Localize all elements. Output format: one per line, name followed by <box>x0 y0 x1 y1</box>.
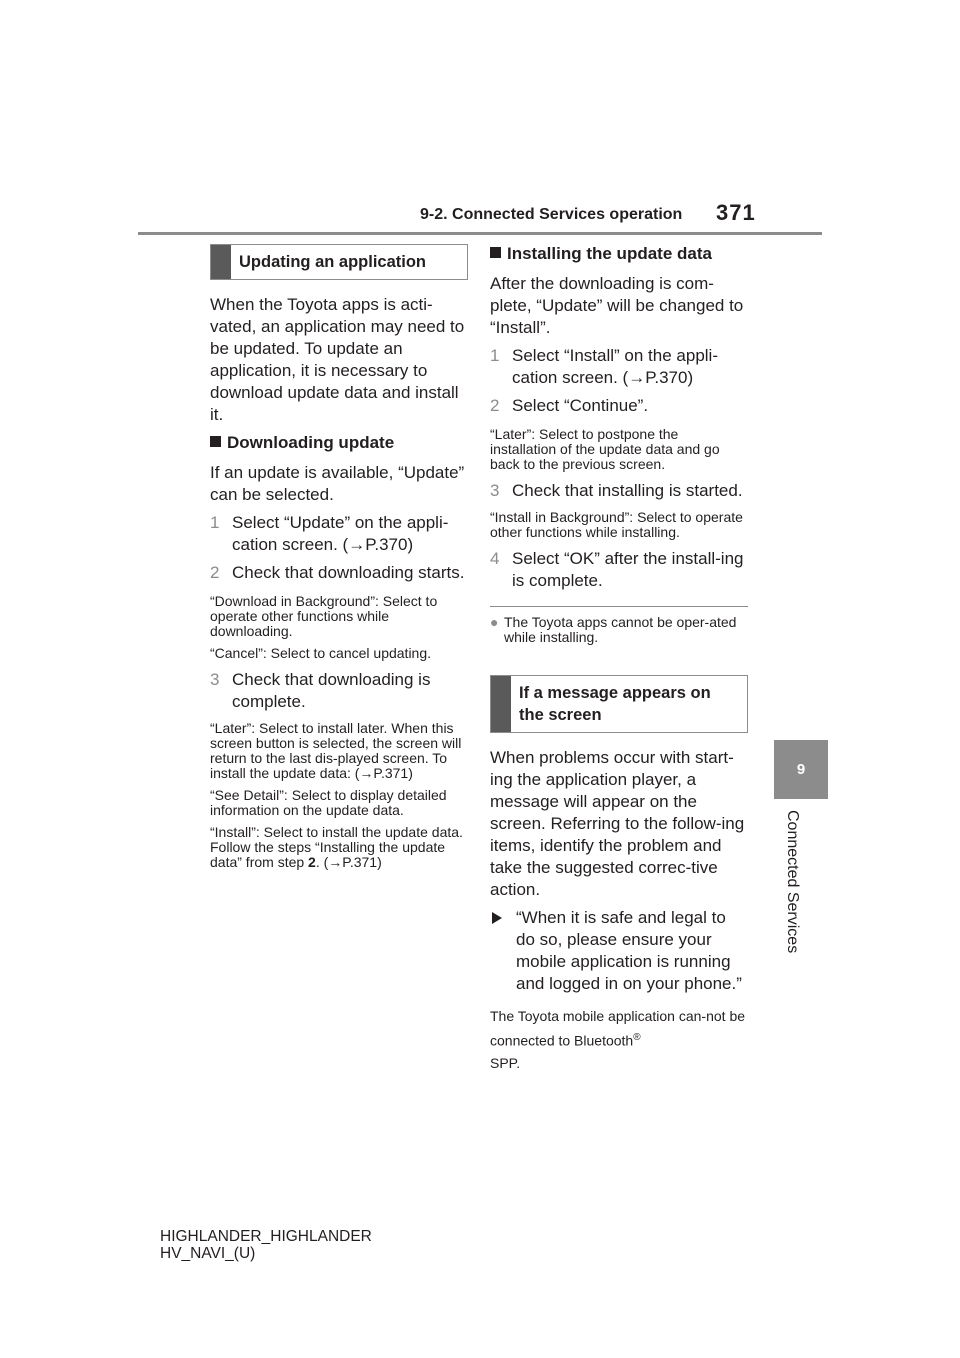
step-3 <box>210 669 468 713</box>
note-cancel: “Cancel”: Select to cancel updating. <box>210 645 432 661</box>
note-install-text: “Install”: Select to install the update data. Follow the steps “Installing the update data” from step <box>210 824 463 870</box>
step-text: Check that downloading is complete. <box>232 670 431 711</box>
chapter-label: Connected Services <box>784 810 801 954</box>
message-item <box>490 907 748 995</box>
circle-bullet-icon: ● <box>490 614 499 630</box>
section-title: 9-2. Connected Services operation <box>420 206 683 223</box>
heading-bar <box>491 676 511 732</box>
step-text: Select “Update” on the appli-cation screen. (→P.370) <box>232 513 449 554</box>
step-number: 4 <box>490 549 500 568</box>
note-download-background: “Download in Background”: Select to operate other functions while downloading. <box>210 593 438 639</box>
step-1 <box>210 512 468 556</box>
install-intro: After the downloading is com-plete, “Update” will be changed to “Install”. <box>490 274 744 337</box>
step-number: 1 <box>490 346 500 365</box>
triangle-bullet-icon <box>490 907 516 995</box>
step-number: 1 <box>210 513 220 532</box>
note-later: “Later”: Select to install later. When this screen button is selected, the screen will return to the last dis-played screen. To install the update data: (→P.371) <box>210 720 462 781</box>
right-column <box>490 243 748 1081</box>
footer-line-1: HIGHLANDER_HIGHLANDER <box>160 1228 372 1245</box>
heading-title: Updating an application <box>239 253 427 271</box>
registered-mark: ® <box>633 1032 641 1043</box>
chapter-tab <box>774 740 828 799</box>
heading-updating-application <box>210 244 468 280</box>
step-2 <box>490 395 748 417</box>
heading-bar <box>211 245 231 279</box>
download-intro: If an update is available, “Update” can be selected. <box>210 463 465 504</box>
step-text: Check that installing is started. <box>512 481 743 500</box>
heading-title: If a message appears on the screen <box>519 684 711 724</box>
note-later: “Later”: Select to postpone the installation of the update data and go back to the previous screen. <box>490 426 720 472</box>
chapter-number: 9 <box>796 761 806 778</box>
step-number: 3 <box>210 670 220 689</box>
step-number: 2 <box>210 563 220 582</box>
step-number: 2 <box>490 396 500 415</box>
note-install <box>210 825 468 870</box>
note-install-ref: . (→P.371) <box>315 854 382 870</box>
heading-message-appears <box>490 675 748 733</box>
footer-line-2: HV_NAVI_(U) <box>160 1245 256 1262</box>
step-text: Select “Continue”. <box>512 396 649 415</box>
message-detail <box>490 1005 748 1074</box>
step-text: Check that downloading starts. <box>232 563 465 582</box>
step-2 <box>210 562 468 584</box>
message-detail-text: The Toyota mobile application can-not be connected to Bluetooth <box>490 1008 746 1049</box>
intro-paragraph: When the Toyota apps is acti-vated, an application may need to be updated. To update an application, it is necessary to download update data and install it. <box>210 295 465 424</box>
note-text: The Toyota apps cannot be oper-ated while installing. <box>504 614 737 645</box>
step-4 <box>490 548 748 592</box>
note-install-background: “Install in Background”: Select to operate other functions while installing. <box>490 509 743 540</box>
subheading-text: Downloading update <box>227 433 395 452</box>
bullet-note <box>490 615 748 645</box>
message-detail-end: SPP. <box>490 1054 521 1071</box>
square-bullet-icon <box>210 436 221 447</box>
step-number: 3 <box>490 481 500 500</box>
note-divider <box>490 606 748 607</box>
page-number: 371 <box>716 200 756 225</box>
note-install-step: 2 <box>308 854 316 870</box>
header-rule <box>138 232 822 235</box>
subheading-installing <box>490 243 748 265</box>
left-column <box>210 244 468 877</box>
step-1 <box>490 345 748 389</box>
subheading-downloading <box>210 432 468 454</box>
message-text: “When it is safe and legal to do so, please ensure your mobile application is running and logged in on your phone.” <box>516 908 742 993</box>
step-text: Select “Install” on the appli-cation screen. (→P.370) <box>512 346 718 387</box>
note-see-detail: “See Detail”: Select to display detailed information on the update data. <box>210 787 447 818</box>
message-intro: When problems occur with start-ing the application player, a message will appear on the screen. Referring to the follow-ing items, identify the problem and take the suggested correc-tive action. <box>490 748 745 899</box>
square-bullet-icon <box>490 247 501 258</box>
step-3 <box>490 480 748 502</box>
chapter-label-vertical <box>770 810 830 980</box>
subheading-text: Installing the update data <box>507 244 712 263</box>
footer-model <box>160 1228 372 1262</box>
step-text: Select “OK” after the install-ing is complete. <box>512 549 744 590</box>
